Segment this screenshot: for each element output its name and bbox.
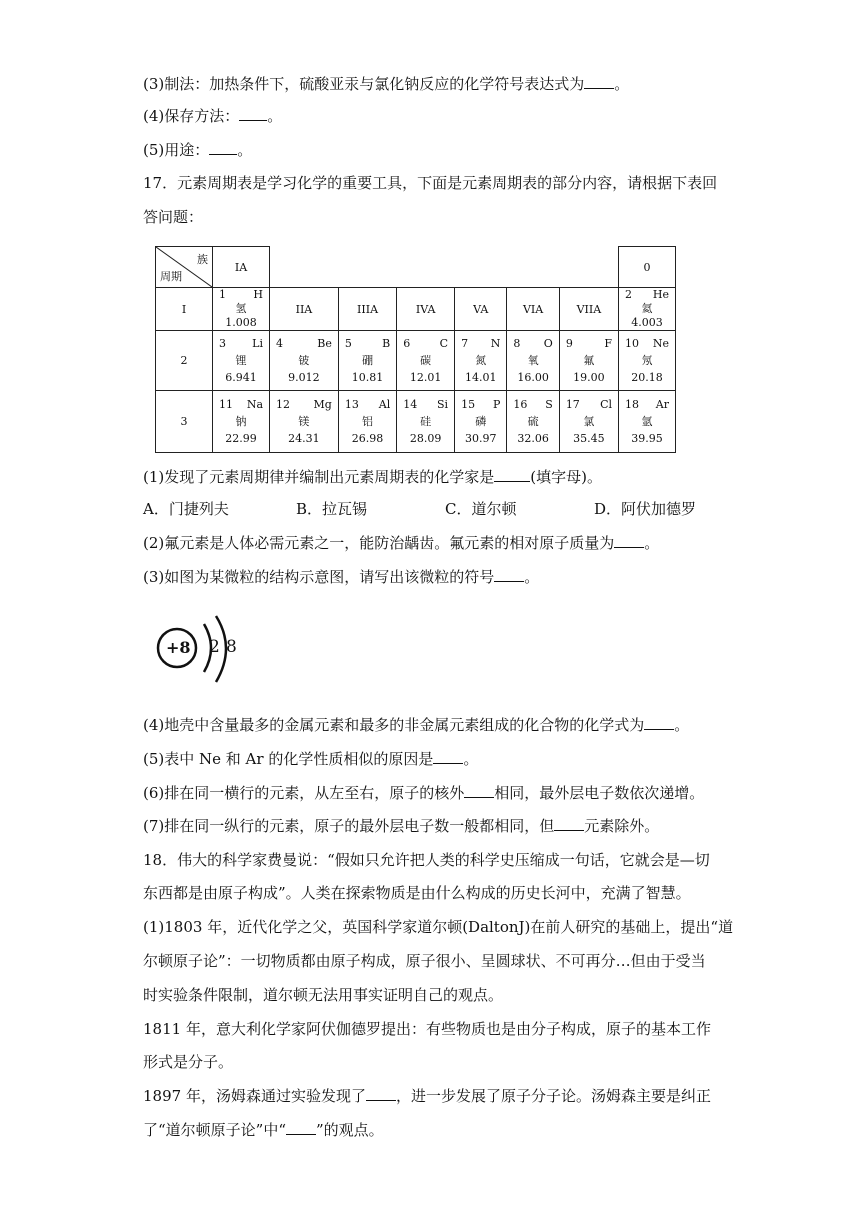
period-header-label: 周期 <box>160 270 182 283</box>
q18-line9-end: ”的观点。 <box>316 1121 384 1139</box>
q18-line8-end: ，进一步发展了原子分子论。汤姆森主要是纠正 <box>395 1087 711 1105</box>
option-A[interactable]: A．门捷列夫 <box>143 500 229 518</box>
element-cell-C <box>397 331 455 391</box>
atomic-number: 5 <box>344 336 352 350</box>
element-symbol: Na <box>246 397 263 411</box>
atomic-number: 15 <box>461 397 476 411</box>
q17-intro-line2: 答问题： <box>143 208 204 226</box>
element-cell-Ne <box>619 331 676 391</box>
q16-part5-text: (5)用途： <box>143 141 210 159</box>
q16-part3-end: 。 <box>614 75 630 93</box>
q17-intro-line1: 17．元素周期表是学习化学的重要工具，下面是元素周期表的部分内容，请根据下表回 <box>143 174 718 192</box>
element-symbol: Si <box>437 397 449 411</box>
answer-blank[interactable] <box>584 74 614 89</box>
answer-blank[interactable] <box>209 140 237 155</box>
q17-sub7 <box>143 815 659 837</box>
q18-line1: 18．伟大的科学家费曼说：“假如只允许把人类的科学史压缩成一句话，它就会是—切 <box>143 851 710 869</box>
q18-line5: 时实验条件限制，道尔顿无法用事实证明自己的观点。 <box>143 986 504 1004</box>
element-name: 氮 <box>475 353 487 367</box>
element-name: 氩 <box>641 414 653 428</box>
group-header-IVA: IVA <box>397 288 455 331</box>
element-name: 氢 <box>235 302 247 315</box>
element-name: 硼 <box>362 353 374 367</box>
atomic-mass: 22.99 <box>225 431 257 445</box>
element-cell-Cl <box>559 391 618 453</box>
element-name: 氯 <box>583 414 595 428</box>
atom-structure-diagram <box>152 612 252 696</box>
atomic-number: 7 <box>461 336 469 350</box>
answer-blank[interactable] <box>366 1086 396 1101</box>
q18-line2: 东西都是由原子构成”。人类在探索物质是由什么构成的历史长河中，充满了智慧。 <box>143 884 691 902</box>
q17-sub3-end: 。 <box>524 568 540 586</box>
element-symbol: H <box>253 288 263 301</box>
q16-part3-text: (3)制法：加热条件下，硫酸亚汞与氯化钠反应的化学符号表达式为 <box>143 75 585 93</box>
atomic-number: 4 <box>276 336 283 350</box>
element-symbol: Ne <box>652 336 669 350</box>
atomic-mass: 39.95 <box>631 431 663 445</box>
group-header-IIIA: IIIA <box>338 288 396 331</box>
atomic-mass: 32.06 <box>517 431 549 445</box>
atomic-mass: 16.00 <box>517 370 549 384</box>
q17-sub1 <box>143 466 602 488</box>
shell1-electrons: 2 <box>209 637 220 657</box>
option-D[interactable]: D．阿伏加德罗 <box>594 500 697 518</box>
atomic-mass: 14.01 <box>464 370 497 384</box>
answer-blank[interactable] <box>614 533 644 548</box>
element-name: 铍 <box>298 353 310 367</box>
atomic-number: 18 <box>625 397 639 411</box>
atomic-mass: 19.00 <box>573 370 605 384</box>
atomic-mass: 26.98 <box>351 431 384 445</box>
atomic-number: 3 <box>219 336 226 350</box>
group-header-VA: VA <box>455 288 507 331</box>
answer-blank[interactable] <box>286 1120 316 1135</box>
q18-line9 <box>143 1119 384 1141</box>
atomic-number: 1 <box>219 288 226 301</box>
group-header-0: 0 <box>619 247 676 288</box>
q17-sub3 <box>143 566 539 588</box>
q17-sub7-text: (7)排在同一纵行的元素，原子的最外层电子数一般都相同，但 <box>143 817 555 835</box>
table-corner-header <box>156 247 213 288</box>
atomic-mass: 20.18 <box>631 370 663 384</box>
q17-sub5 <box>143 748 478 770</box>
element-symbol: Mg <box>313 397 332 411</box>
element-name: 氖 <box>641 353 653 367</box>
q17-sub1-end: (填字母)。 <box>530 468 602 486</box>
element-name: 氦 <box>641 302 653 315</box>
atomic-number: 17 <box>565 397 580 411</box>
atomic-number: 8 <box>513 336 521 350</box>
q17-sub4-end: 。 <box>674 716 690 734</box>
q17-sub1-text: (1)发现了元素周期律并编制出元素周期表的化学家是 <box>143 468 495 486</box>
q17-sub4-text: (4)地壳中含量最多的金属元素和最多的非金属元素组成的化合物的化学式为 <box>143 716 645 734</box>
q18-line4: 尔顿原子论”：一切物质都由原子构成，原子很小、呈圆球状、不可再分…但由于受当 <box>143 952 706 970</box>
answer-blank[interactable] <box>239 106 267 121</box>
element-cell-H <box>213 288 270 331</box>
atomic-number: 2 <box>625 288 632 301</box>
q18-line7: 形式是分子。 <box>143 1053 234 1071</box>
element-symbol: He <box>652 288 669 301</box>
period-label-3: 3 <box>156 391 213 453</box>
element-cell-He <box>619 288 676 331</box>
q17-sub3-text: (3)如图为某微粒的结构示意图，请写出该微粒的符号 <box>143 568 495 586</box>
period-label-1: I <box>156 288 213 331</box>
element-symbol: C <box>439 336 449 350</box>
q16-part3 <box>143 73 629 95</box>
atomic-mass: 1.008 <box>225 316 257 329</box>
answer-blank[interactable] <box>494 567 524 582</box>
element-name: 碳 <box>420 353 432 367</box>
atomic-mass: 4.003 <box>631 316 663 329</box>
atomic-number: 14 <box>403 397 418 411</box>
atomic-number: 13 <box>344 397 359 411</box>
element-cell-F <box>559 331 618 391</box>
group-header-VIA: VIA <box>507 288 559 331</box>
element-cell-O <box>507 331 559 391</box>
q17-sub4 <box>143 714 689 736</box>
nucleus-charge: +8 <box>166 638 191 657</box>
element-cell-S <box>507 391 559 453</box>
option-B[interactable]: B．拉瓦锡 <box>296 500 368 518</box>
atomic-mass: 10.81 <box>351 370 384 384</box>
element-symbol: Li <box>252 336 263 350</box>
q18-line8 <box>143 1085 711 1107</box>
q16-part4 <box>143 105 282 127</box>
atomic-number: 11 <box>219 397 233 411</box>
q17-sub6 <box>143 782 704 804</box>
element-symbol: S <box>545 397 553 411</box>
element-name: 氧 <box>527 353 539 367</box>
atomic-mass: 6.941 <box>225 370 257 384</box>
element-name: 磷 <box>475 414 487 428</box>
answer-blank[interactable] <box>494 467 530 482</box>
q18-line6: 1811 年，意大利化学家阿伏伽德罗提出：有些物质也是由分子构成，原子的基本工作 <box>143 1020 711 1038</box>
group-header-VIIA: VIIA <box>559 288 618 331</box>
q16-part4-text: (4)保存方法： <box>143 107 240 125</box>
atomic-number: 9 <box>565 336 573 350</box>
element-cell-Mg <box>270 391 339 453</box>
element-cell-Ar <box>619 391 676 453</box>
atomic-number: 10 <box>625 336 639 350</box>
element-symbol: Cl <box>600 397 612 411</box>
element-name: 锂 <box>235 353 247 367</box>
element-symbol: B <box>382 336 391 350</box>
element-name: 钠 <box>235 414 247 428</box>
element-cell-Li <box>213 331 270 391</box>
element-symbol: N <box>490 336 501 350</box>
shell2-electrons: 8 <box>226 637 237 657</box>
answer-blank[interactable] <box>433 749 463 764</box>
period-label-2: 2 <box>156 331 213 391</box>
element-cell-P <box>455 391 507 453</box>
element-cell-B <box>338 331 396 391</box>
element-cell-Be <box>270 331 339 391</box>
atomic-mass: 12.01 <box>409 370 442 384</box>
option-C[interactable]: C．道尔顿 <box>445 500 517 518</box>
answer-blank[interactable] <box>554 816 584 831</box>
q18-line3: (1)1803 年，近代化学之父，英国科学家道尔顿(DaltonJ)在前人研究的基础上，提出“道 <box>143 918 734 936</box>
element-name: 铝 <box>362 414 374 428</box>
group-header-IA: IA <box>213 247 270 288</box>
element-cell-N <box>455 331 507 391</box>
element-name: 硅 <box>420 414 432 428</box>
element-name: 硫 <box>527 414 539 428</box>
answer-blank[interactable] <box>644 715 674 730</box>
atomic-number: 16 <box>513 397 528 411</box>
q18-line8-text: 1897 年，汤姆森通过实验发现了 <box>143 1087 366 1105</box>
q17-sub5-text: (5)表中 Ne 和 Ar 的化学性质相似的原因是 <box>143 750 434 768</box>
element-symbol: Al <box>378 397 391 411</box>
q18-line9-text: 了“道尔顿原子论”中“ <box>143 1121 287 1139</box>
q17-sub2-end: 。 <box>644 534 660 552</box>
element-name: 氟 <box>583 353 595 367</box>
element-symbol: P <box>492 397 501 411</box>
atomic-mass: 9.012 <box>288 370 320 384</box>
q17-sub6-text: (6)排在同一横行的元素，从左至右，原子的核外 <box>143 784 465 802</box>
q17-sub2-text: (2)氟元素是人体必需元素之一，能防治龋齿。氟元素的相对原子质量为 <box>143 534 615 552</box>
element-symbol: Ar <box>655 397 669 411</box>
element-name: 镁 <box>298 414 310 428</box>
q17-sub5-end: 。 <box>463 750 479 768</box>
element-symbol: O <box>543 336 553 350</box>
atomic-number: 12 <box>276 397 290 411</box>
periodic-table <box>155 246 676 453</box>
q17-sub7-end: 元素除外。 <box>584 817 660 835</box>
group-header-label: 族 <box>197 253 208 266</box>
q16-part5 <box>143 139 252 161</box>
atomic-mass: 28.09 <box>409 431 442 445</box>
element-cell-Na <box>213 391 270 453</box>
q16-part5-end: 。 <box>237 141 253 159</box>
q17-sub6-end: 相同，最外层电子数依次递增。 <box>494 784 705 802</box>
atomic-mass: 30.97 <box>464 431 497 445</box>
atomic-number: 6 <box>403 336 411 350</box>
atomic-mass: 35.45 <box>573 431 605 445</box>
element-cell-Al <box>338 391 396 453</box>
answer-blank[interactable] <box>464 783 494 798</box>
q17-sub2 <box>143 532 659 554</box>
element-cell-Si <box>397 391 455 453</box>
element-symbol: Be <box>317 336 332 350</box>
group-header-IIA: IIA <box>270 288 339 331</box>
atomic-mass: 24.31 <box>288 431 320 445</box>
element-symbol: F <box>604 336 612 350</box>
q16-part4-end: 。 <box>267 107 283 125</box>
